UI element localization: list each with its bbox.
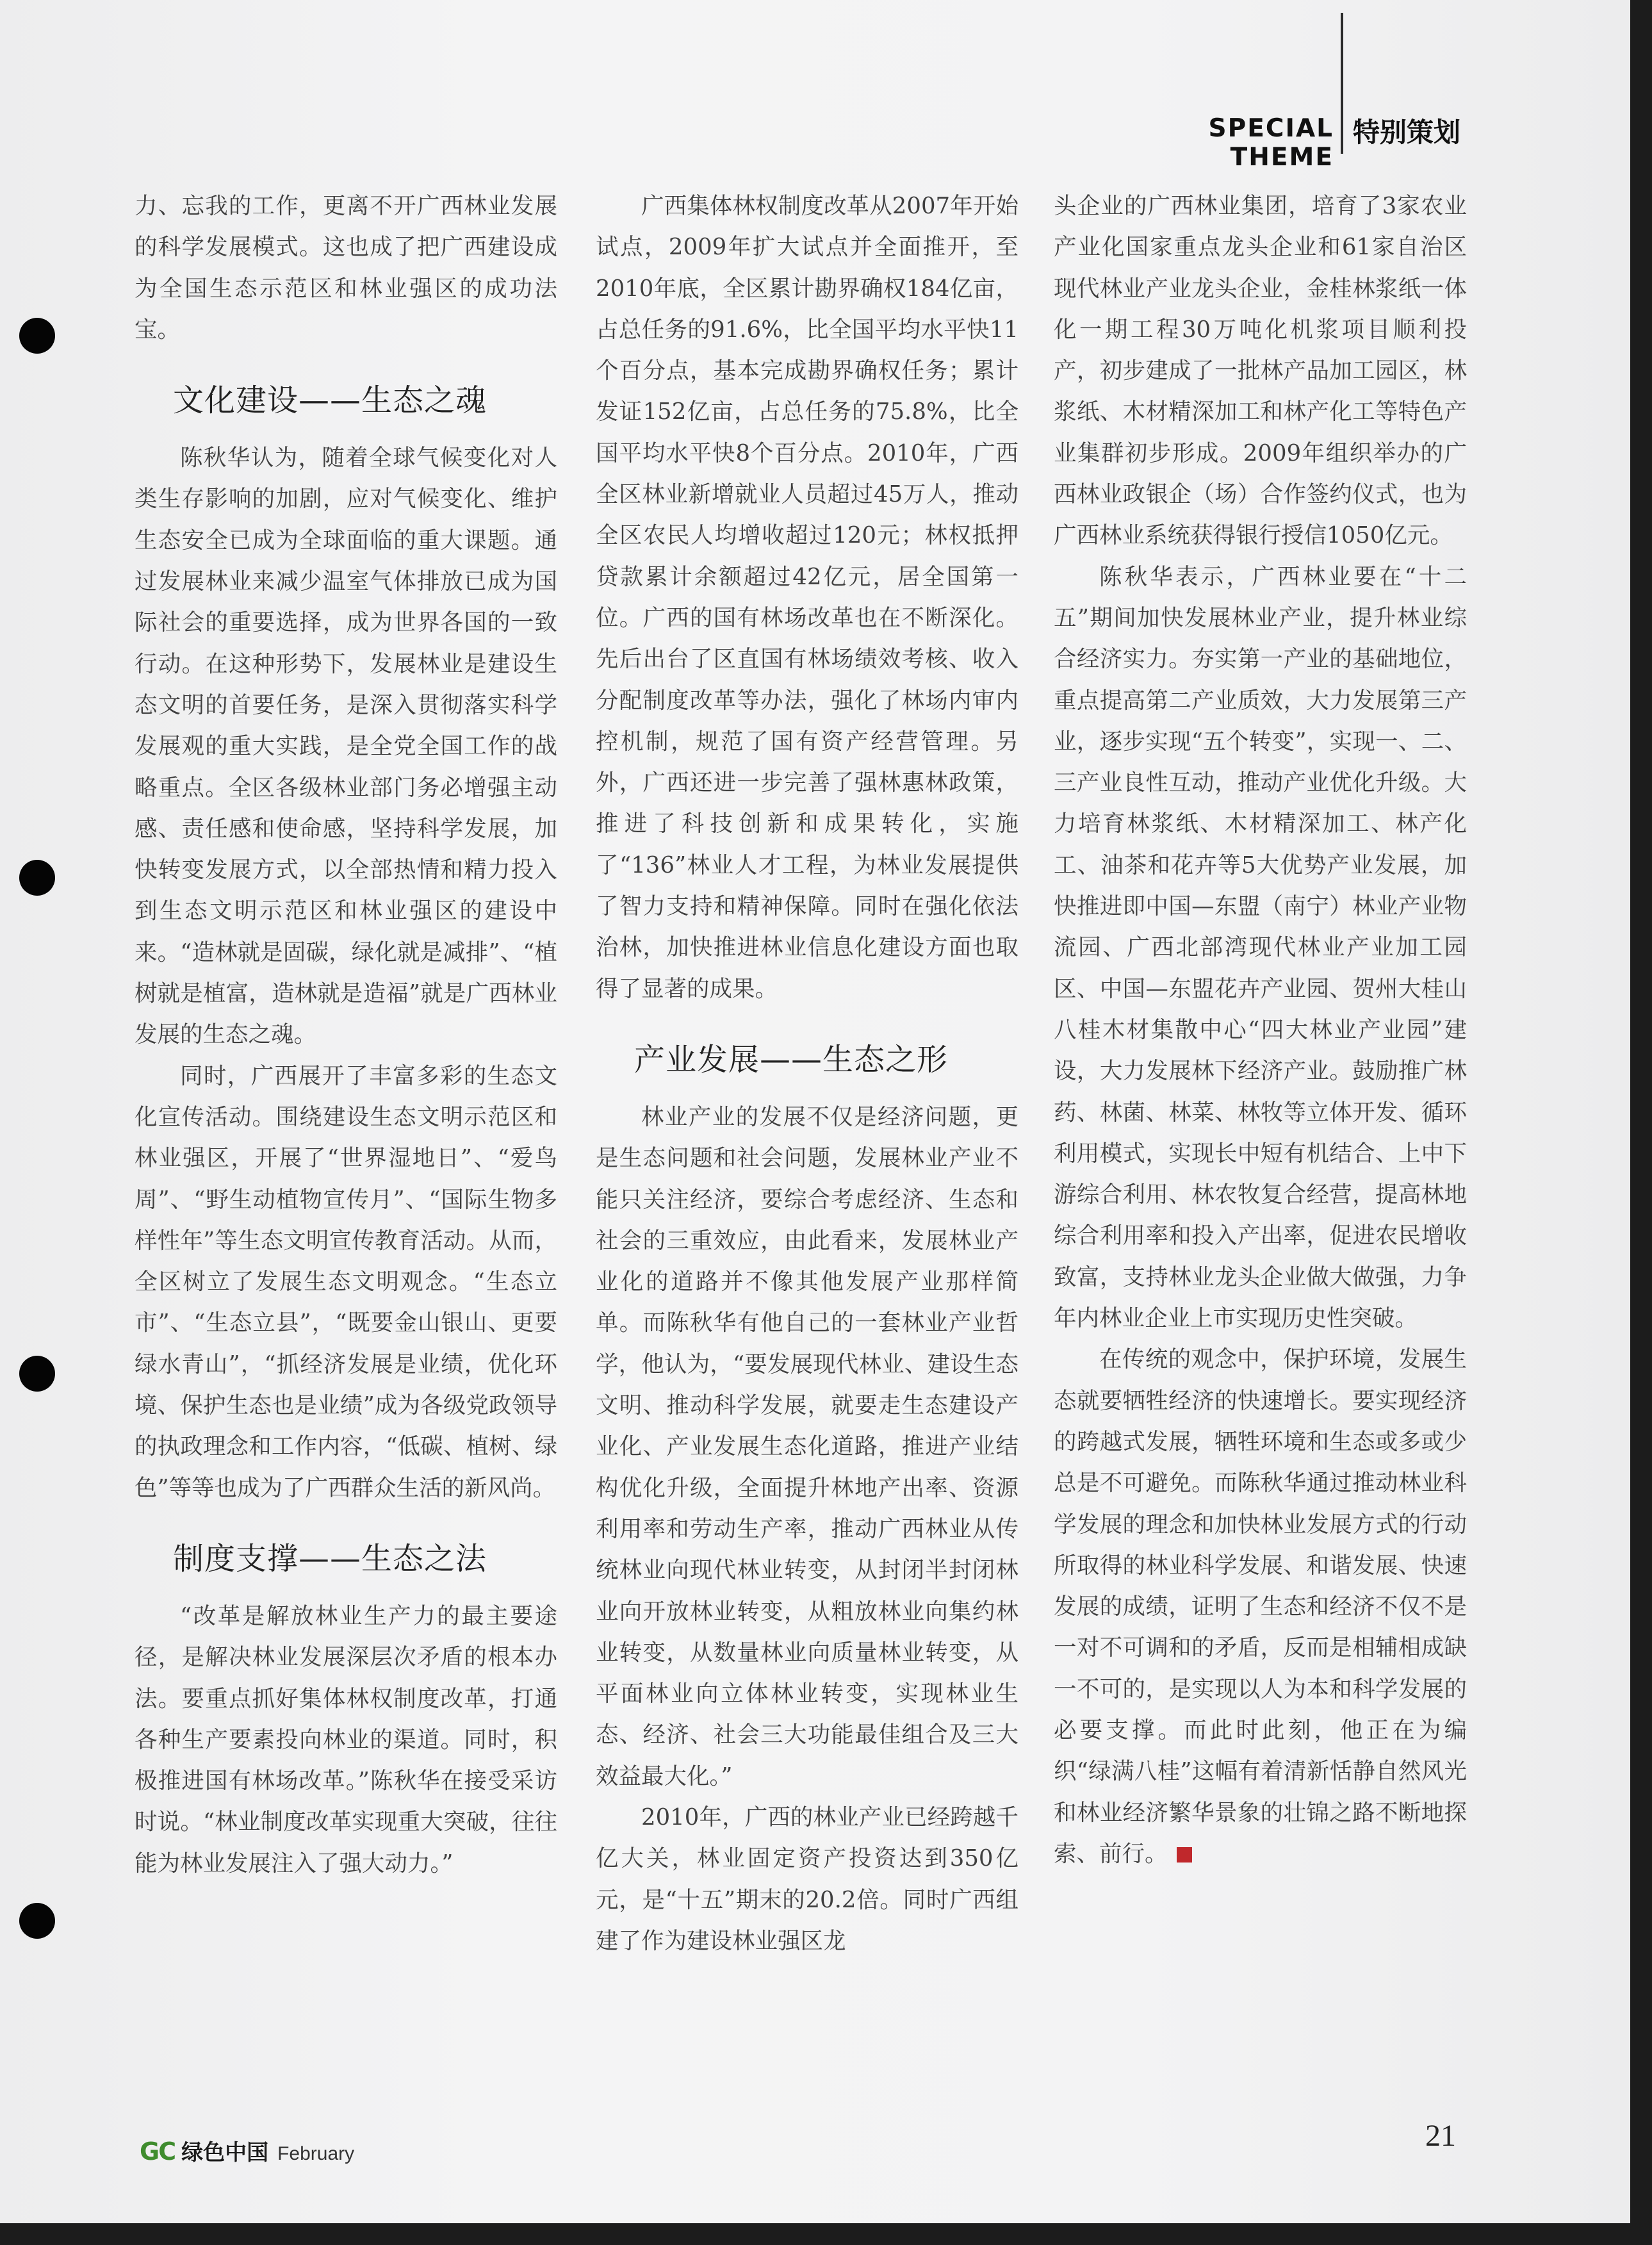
paragraph: 广西集体林权制度改革从2007年开始试点，2009年扩大试点并全面推开，至2010年底，全区累计勘界确权184亿亩，占总任务的91.6%，比全国平均水平快11个百分点，基本完成勘界确权任务；累计发证152亿亩，占总任务的75.8%，比全国平均水平快8个百分点。2010年，广西全区林业新增就业人员超过45万人，推动全区农民人均增收超过120元；林权抵押贷款累计余额超过42亿元，居全国第一位。广西的国有林场改革也在不断深化。先后出台了区直国有林场绩效考核、收入分配制度改革等办法，强化了林场内审内控机制，规范了国有资产经营管理。另外，广西还进一步完善了强林惠林政策，推进了科技创新和成果转化，实施了“136”林业人才工程，为林业发展提供了智力支持和精神保障。同时在强化依法治林，加快推进林业信息化建设方面也取得了显著的成果。 bbox=[596, 193, 1018, 1002]
article-column-2 bbox=[596, 186, 1018, 1962]
paragraph: 同时，广西展开了丰富多彩的生态文化宣传活动。围绕建设生态文明示范区和林业强区，开展了“世界湿地日”、“爱鸟周”、“野生动植物宣传月”、“国际生物多样性年”等生态文明宣传教育活动。从而，全区树立了发展生态文明观念。“生态立市”、“生态立县”，“既要金山银山、更要绿水青山”，“抓经济发展是业绩，优化环境、保护生态也是业绩”成为各级党政领导的执政理念和工作内容，“低碳、植树、绿色”等等也成为了广西群众生活的新风尚。 bbox=[135, 1062, 557, 1501]
paragraph: 力、忘我的工作，更离不开广西林业发展的科学发展模式。这也成了把广西建设成为全国生态示范区和林业强区的成功法宝。 bbox=[135, 193, 557, 343]
paragraph: 林业产业的发展不仅是经济问题，更是生态问题和社会问题，发展林业产业不能只关注经济，要综合考虑经济、生态和社会的三重效应，由此看来，发展林业产业化的道路并不像其他发展产业那样简单。而陈秋华有他自己的一套林业产业哲学，他认为，“要发展现代林业、建设生态文明、推动科学发展，就要走生态建设产业化、产业发展生态化道路，推进产业结构优化升级，全面提升林地产出率、资源利用率和劳动生产率，推动广西林业从传统林业向现代林业转变，从封闭半封闭林业向开放林业转变，从粗放林业向集约林业转变，从数量林业向质量林业转变，从平面林业向立体林业转变，实现林业生态、经济、社会三大功能最佳组合及三大效益最大化。” bbox=[596, 1103, 1018, 1789]
binder-hole bbox=[19, 860, 55, 896]
paragraph-text: 在传统的观念中，保护环境，发展生态就要牺牲经济的快速增长。要实现经济的跨越式发展，牺牲环境和生态或多或少总是不可避免。而陈秋华通过推动林业科学发展的理念和加快林业发展方式的行动所取得的林业科学发展、和谐发展、快速发展的成绩，证明了生态和经济不仅不是一对不可调和的矛盾，反而是相辅相成缺一不可的，是实现以人为本和科学发展的必要支撑。而此时此刻，他正在为编织“绿满八桂”这幅有着清新恬静自然风光和林业经济繁华景象的壮锦之路不断地探索、前行。 bbox=[1054, 1346, 1467, 1867]
article-column-3 bbox=[1054, 186, 1467, 1875]
paragraph: 陈秋华认为，随着全球气候变化对人类生存影响的加剧，应对气候变化、维护生态安全已成为全球面临的重大课题。通过发展林业来减少温室气体排放已成为国际社会的重要选择，成为世界各国的一致行动。在这种形势下，发展林业是建设生态文明的首要任务，是深入贯彻落实科学发展观的重大实践，是全党全国工作的战略重点。全区各级林业部门务必增强主动感、责任感和使命感，坚持科学发展，加快转变发展方式，以全部热情和精力投入到生态文明示范区和林业强区的建设中来。“造林就是固碳，绿化就是减排”、“植树就是植富，造林就是造福”就是广西林业发展的生态之魂。 bbox=[135, 445, 557, 1048]
subheading-industry: 产业发展——生态之形 bbox=[634, 1041, 949, 1078]
section-title-chinese: 特别策划 bbox=[1353, 117, 1461, 148]
paragraph: 头企业的广西林业集团，培育了3家农业产业化国家重点龙头企业和61家自治区现代林业产业龙头企业，金桂林浆纸一体化一期工程30万吨化机浆项目顺利投产，初步建成了一批林产品加工园区，林浆纸、木材精深加工和林产化工等特色产业集群初步形成。2009年组织举办的广西林业政银企（场）合作签约仪式，也为广西林业系统获得银行授信1050亿元。 bbox=[1054, 193, 1467, 549]
paragraph: 2010年，广西的林业产业已经跨越千亿大关，林业固定资产投资达到350亿元，是“十五”期末的20.2倍。同时广西组建了作为建设林业强区龙 bbox=[596, 1804, 1018, 1954]
paragraph bbox=[1054, 1339, 1467, 1875]
page-number: 21 bbox=[1425, 2119, 1456, 2153]
binder-hole bbox=[19, 1356, 55, 1392]
paragraph: “改革是解放林业生产力的最主要途径，是解决林业发展深层次矛盾的根本办法。要重点抓好集体林权制度改革，打通各种生产要素投向林业的渠道。同时，积极推进国有林场改革。”陈秋华在接受采访时说。“林业制度改革实现重大突破，往往能为林业发展注入了强大动力。” bbox=[135, 1602, 557, 1877]
subheading-culture: 文化建设——生态之魂 bbox=[173, 382, 487, 419]
binder-hole bbox=[19, 1903, 55, 1939]
scan-border-right bbox=[1630, 0, 1652, 2245]
section-title-english: SPECIAL THEME bbox=[1208, 114, 1334, 172]
article-column-1 bbox=[135, 186, 557, 1884]
magazine-logo-icon: GC bbox=[140, 2137, 176, 2166]
binder-hole bbox=[19, 318, 55, 354]
header-divider bbox=[1341, 13, 1343, 154]
article-end-mark bbox=[1177, 1847, 1192, 1863]
scan-border-bottom bbox=[0, 2223, 1652, 2245]
magazine-name: 绿色中国 bbox=[181, 2140, 269, 2166]
paragraph: 陈秋华表示，广西林业要在“十二五”期间加快发展林业产业，提升林业综合经济实力。夯实第一产业的基础地位，重点提高第二产业质效，大力发展第三产业，逐步实现“五个转变”，实现一、二、三产业良性互动，推动产业优化升级。大力培育林浆纸、木材精深加工、林产化工、油茶和花卉等5大优势产业发展，加快推进即中国—东盟（南宁）林业产业物流园、广西北部湾现代林业产业加工园区、中国—东盟花卉产业园、贺州大桂山八桂木材集散中心“四大林业产业园”建设，大力发展林下经济产业。鼓励推广林药、林菌、林菜、林牧等立体开发、循环利用模式，实现长中短有机结合、上中下游综合利用、林农牧复合经营，提高林地综合利用率和投入产出率，促进农民增收致富，支持林业龙头企业做大做强，力争年内林业企业上市实现历史性突破。 bbox=[1054, 563, 1467, 1332]
subheading-system: 制度支撑——生态之法 bbox=[173, 1540, 487, 1577]
issue-month: February bbox=[277, 2143, 355, 2164]
magazine-footer bbox=[140, 2135, 354, 2167]
